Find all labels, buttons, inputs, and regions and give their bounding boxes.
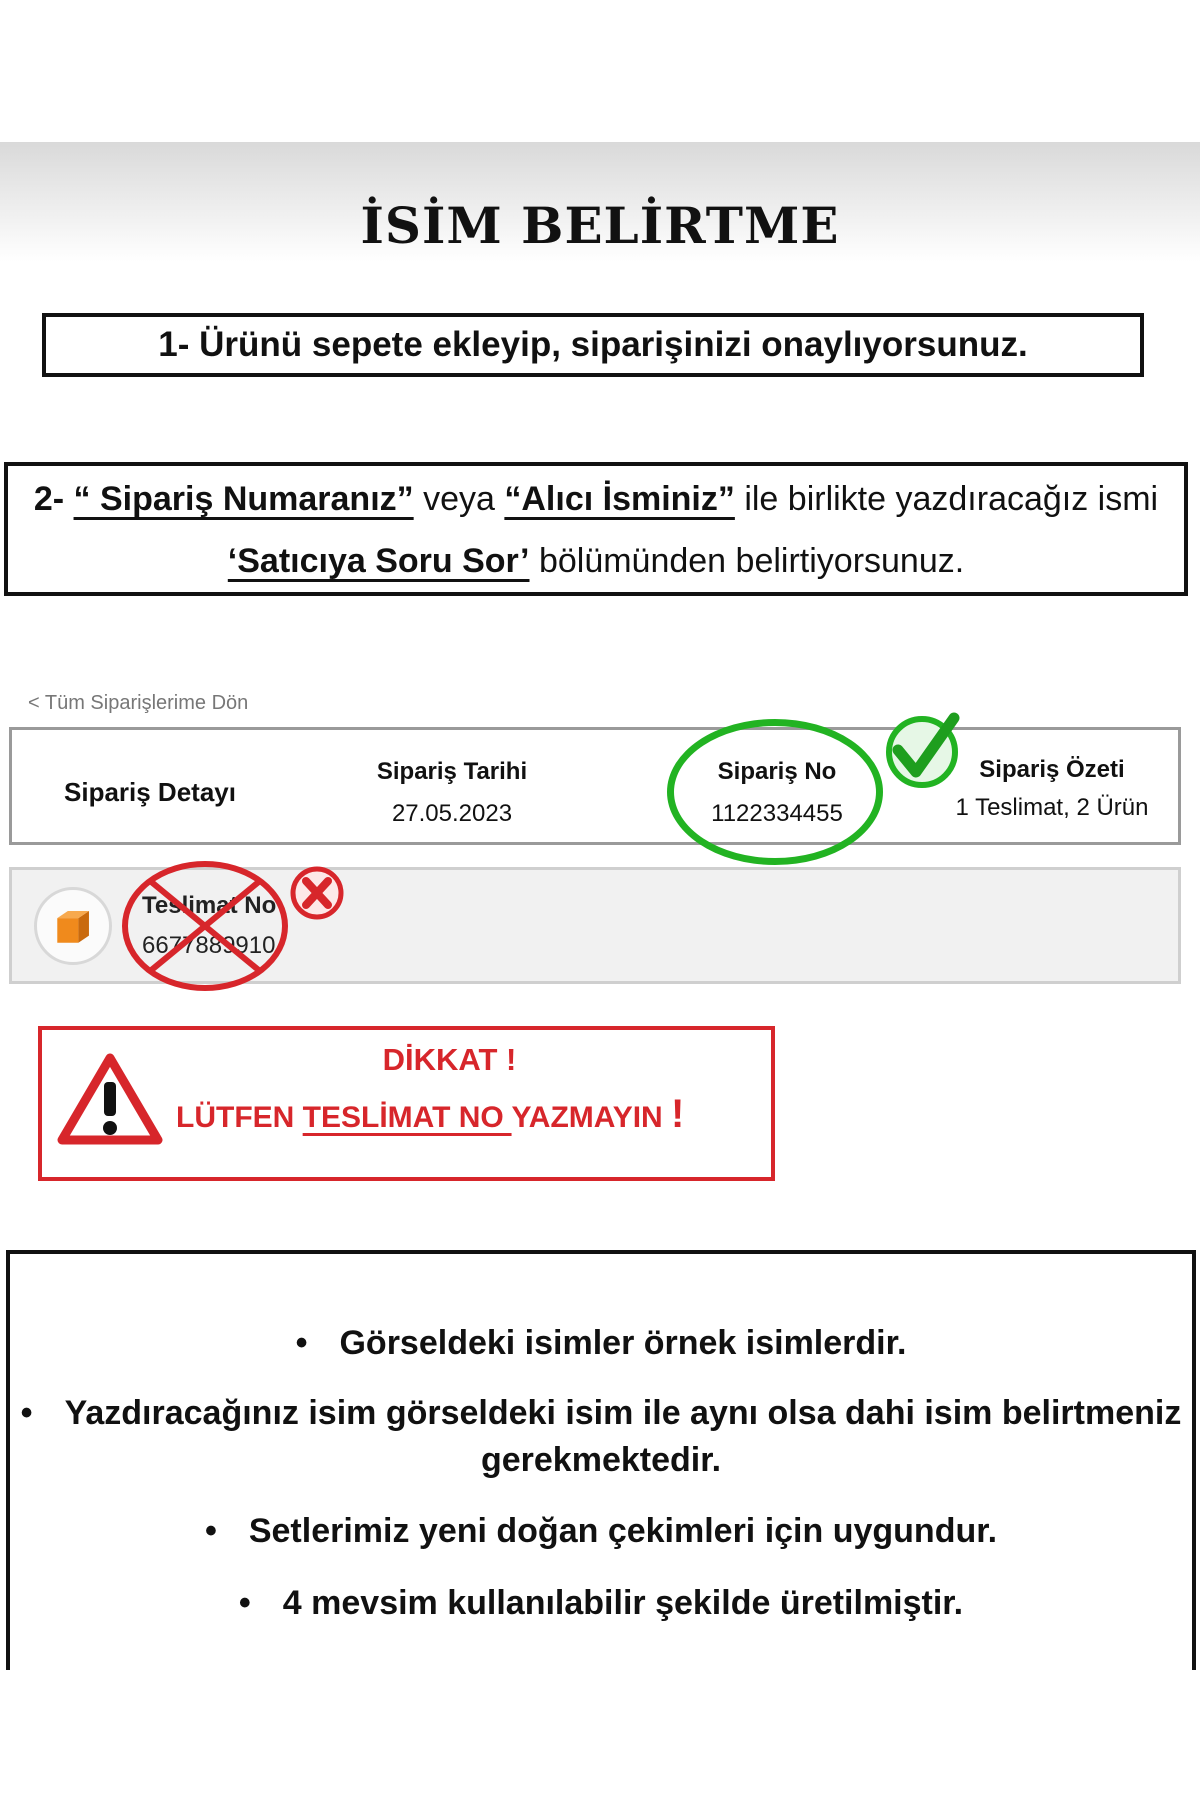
order-summary-value: 1 Teslimat, 2 Ürün <box>955 794 1149 821</box>
ask-seller-phrase: ‘Satıcıya Soru Sor’ <box>227 542 530 580</box>
back-to-orders-link[interactable]: < Tüm Siparişlerime Dön <box>28 692 249 714</box>
note-item <box>10 1580 1192 1626</box>
step1-box <box>42 313 1144 377</box>
or-word: veya <box>413 480 505 518</box>
warning-text-before: LÜTFEN <box>176 1101 303 1134</box>
x-icon <box>288 864 346 922</box>
bullet: • <box>20 1394 33 1432</box>
bullet: • <box>238 1584 251 1622</box>
order-number-phrase: “ Sipariş Numaranız” <box>73 480 414 518</box>
step2-rest-line2: bölümünden belirtiyorsunuz. <box>529 542 965 580</box>
note-item-continuation <box>10 1437 1192 1483</box>
order-no-highlight-ring <box>667 719 883 865</box>
order-no-label: Sipariş No <box>717 758 837 785</box>
order-date-value: 27.05.2023 <box>391 800 513 827</box>
notes-box <box>6 1250 1196 1670</box>
bullet: • <box>295 1324 308 1362</box>
step1-text: 1- Ürünü sepete ekleyip, siparişinizi onaylıyorsunuz. <box>158 325 1028 364</box>
order-summary-label: Sipariş Özeti <box>979 756 1125 783</box>
order-summary-column <box>932 756 1172 822</box>
note-text: 4 mevsim kullanılabilir şekilde üretilmiştir. <box>282 1584 964 1622</box>
step2-line2 <box>8 542 1184 581</box>
step2-rest-line1: ile birlikte yazdıracağız ismi <box>734 480 1159 518</box>
page-title: İSİM BELİRTME <box>360 196 840 255</box>
warning-box <box>38 1026 775 1181</box>
step2-box <box>4 462 1188 596</box>
warning-title: DİKKAT ! <box>382 1042 517 1077</box>
warning-exclaim: ! <box>671 1092 685 1136</box>
warning-text-underlined: TESLİMAT NO <box>302 1101 512 1134</box>
warning-icon <box>56 1052 164 1148</box>
note-item <box>10 1390 1192 1436</box>
delivery-no-label: Teslimat No <box>142 892 277 919</box>
bullet: • <box>204 1512 217 1550</box>
note-text: Setlerimiz yeni doğan çekimleri için uygundur. <box>248 1512 998 1550</box>
crossed-out-marker <box>119 858 291 994</box>
package-circle <box>34 887 112 965</box>
delivery-no-value: 6677889910 <box>142 932 276 959</box>
order-no-value: 1122334455 <box>711 800 843 827</box>
order-date-label: Sipariş Tarihi <box>376 758 528 785</box>
step2-line1 <box>8 480 1184 519</box>
warning-text <box>176 1092 684 1137</box>
box-icon <box>52 904 96 948</box>
step2-prefix: 2- <box>33 480 74 518</box>
note-text: gerekmektedir. <box>480 1441 722 1479</box>
warning-text-after: YAZMAYIN <box>511 1101 672 1134</box>
order-detail-panel <box>9 727 1181 845</box>
order-detail-title: Sipariş Detayı <box>64 777 236 807</box>
recipient-name-phrase: “Alıcı İsminiz” <box>504 480 735 518</box>
note-item <box>10 1320 1192 1366</box>
note-text: Yazdıracağınız isim görseldeki isim ile aynı olsa dahi isim belirtmeniz <box>64 1394 1182 1432</box>
note-text: Görseldeki isimler örnek isimlerdir. <box>339 1324 907 1362</box>
check-icon <box>884 710 964 790</box>
order-date-column <box>342 758 562 828</box>
note-item <box>10 1508 1192 1554</box>
